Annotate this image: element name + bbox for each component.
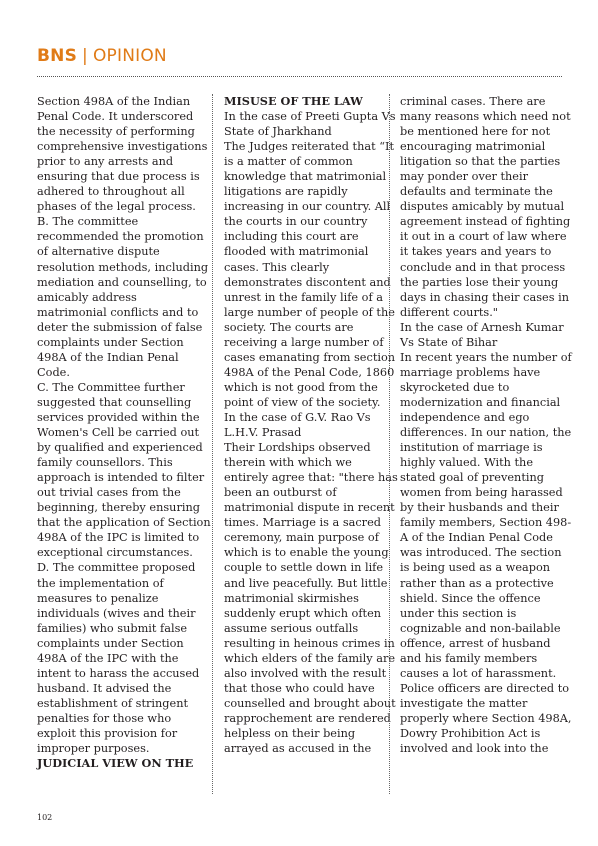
header-brand: BNS: [37, 46, 78, 66]
text-line: individuals (wives and their: [37, 606, 196, 620]
text-line: comprehensive investigations: [37, 140, 208, 154]
text-line: offence, arrest of husband: [400, 636, 551, 650]
text-line: establishment of stringent: [37, 696, 189, 710]
text-line: that the application of Section: [37, 516, 211, 530]
text-line: large number of people of the: [224, 305, 395, 319]
text-line: demonstrates discontent and: [224, 275, 391, 289]
text-line: rapprochement are rendered: [224, 711, 391, 725]
text-line: was introduced. The section: [400, 546, 562, 560]
text-line: therein with which we: [224, 456, 352, 470]
text-line: In the case of Arnesh Kumar: [400, 320, 564, 334]
section-heading: MISUSE OF THE LAW: [224, 94, 363, 108]
text-line: and live peacefully. But little: [224, 576, 388, 590]
text-line: ensuring that due process is: [37, 170, 200, 184]
text-line: be mentioned here for not: [400, 125, 551, 139]
text-line: properly where Section 498A,: [400, 711, 572, 725]
text-column-1: [37, 94, 211, 771]
text-line: is a matter of common: [224, 155, 353, 169]
text-line: measures to penalize: [37, 591, 159, 605]
text-line: of alternative dispute: [37, 245, 160, 259]
header-section: OPINION: [92, 46, 167, 66]
text-line: skyrocketed due to: [400, 380, 510, 394]
text-line: suddenly erupt which often: [224, 606, 382, 620]
text-line: conclude and in that process: [400, 260, 566, 274]
text-line: Penal Code. It underscored: [37, 110, 194, 124]
text-line: that those who could have: [224, 681, 375, 695]
text-line: 498A of the Indian Penal: [37, 350, 179, 364]
text-line: C. The Committee further: [37, 380, 185, 394]
text-line: In the case of G.V. Rao Vs: [224, 410, 371, 424]
text-line: it out in a court of law where: [400, 230, 567, 244]
text-line: the implementation of: [37, 576, 164, 590]
text-column-2: [224, 94, 398, 756]
text-line: State of Jharkhand: [224, 125, 332, 139]
text-line: L.H.V. Prasad: [224, 426, 302, 440]
text-line: times. Marriage is a sacred: [224, 516, 381, 530]
text-line: modernization and financial: [400, 395, 561, 409]
text-line: unrest in the family life of a: [224, 290, 383, 304]
text-line: women from being harassed: [400, 486, 563, 500]
column-divider: [212, 94, 213, 794]
text-line: which elders of the family are: [224, 651, 396, 665]
text-line: investigate the matter: [400, 696, 528, 710]
text-line: Dowry Prohibition Act is: [400, 726, 541, 740]
text-line: cases. This clearly: [224, 260, 330, 274]
text-line: families) who submit false: [37, 621, 188, 635]
text-line: receiving a large number of: [224, 335, 384, 349]
text-line: penalties for those who: [37, 711, 172, 725]
text-line: shield. Since the offence: [400, 591, 541, 605]
text-line: society. The courts are: [224, 320, 354, 334]
text-line: adhered to throughout all: [37, 185, 185, 199]
text-line: complaints under Section: [37, 335, 184, 349]
text-line: matrimonial dispute in recent: [224, 501, 395, 515]
text-line: litigations are rapidly: [224, 185, 348, 199]
text-line: phases of the legal process.: [37, 200, 196, 214]
header-divider: [37, 76, 562, 77]
text-line: rather than as a protective: [400, 576, 554, 590]
text-line: counselled and brought about: [224, 696, 396, 710]
text-line: litigation so that the parties: [400, 155, 561, 169]
column-divider: [389, 94, 390, 794]
text-line: and his family members: [400, 651, 538, 665]
text-line: differences. In our nation, the: [400, 426, 572, 440]
text-line: resolution methods, including: [37, 260, 209, 274]
text-line: marriage problems have: [400, 365, 541, 379]
text-line: mediation and counselling, to: [37, 275, 207, 289]
text-line: complaints under Section: [37, 636, 184, 650]
text-line: it takes years and years to: [400, 245, 552, 259]
text-line: beginning, thereby ensuring: [37, 501, 200, 515]
text-line: by qualified and experienced: [37, 441, 203, 455]
text-line: helpless on their being: [224, 726, 356, 740]
text-line: the necessity of performing: [37, 125, 195, 139]
running-header: [37, 46, 167, 66]
text-line: encouraging matrimonial: [400, 140, 546, 154]
text-line: D. The committee proposed: [37, 561, 196, 575]
text-line: improper purposes.: [37, 742, 150, 756]
text-line: which is not good from the: [224, 380, 378, 394]
section-heading: JUDICIAL VIEW ON THE: [37, 756, 194, 771]
text-line: ceremony, main purpose of: [224, 531, 379, 545]
text-line: prior to any arrests and: [37, 155, 174, 169]
text-line: different courts.": [400, 305, 498, 319]
text-line: including this court are: [224, 230, 359, 244]
text-line: B. The committee: [37, 215, 139, 229]
text-line: independence and ego: [400, 410, 530, 424]
text-line: matrimonial skirmishes: [224, 591, 359, 605]
text-line: exploit this provision for: [37, 726, 178, 740]
text-line: disputes amicably by mutual: [400, 200, 565, 214]
text-line: also involved with the result: [224, 666, 387, 680]
text-line: In recent years the number of: [400, 350, 572, 364]
text-line: resulting in heinous crimes in: [224, 636, 395, 650]
text-line: entirely agree that: "there has: [224, 471, 398, 485]
text-line: under this section is: [400, 606, 517, 620]
text-line: increasing in our country. All: [224, 200, 391, 214]
text-line: knowledge that matrimonial: [224, 170, 387, 184]
text-line: A of the Indian Penal Code: [400, 531, 553, 545]
text-line: 498A of the IPC with the: [37, 651, 179, 665]
text-line: approach is intended to filter: [37, 471, 205, 485]
text-line: causes a lot of harassment.: [400, 666, 557, 680]
text-line: amicably address: [37, 290, 137, 304]
text-line: cases emanating from section: [224, 350, 396, 364]
text-line: exceptional circumstances.: [37, 546, 193, 560]
text-line: is being used as a weapon: [400, 561, 551, 575]
text-line: institution of marriage is: [400, 441, 543, 455]
text-line: suggested that counselling: [37, 395, 192, 409]
text-line: couple to settle down in life: [224, 561, 384, 575]
text-line: Their Lordships observed: [224, 441, 371, 455]
text-line: out trivial cases from the: [37, 486, 181, 500]
text-column-3: [400, 94, 572, 756]
text-line: the parties lose their young: [400, 275, 559, 289]
text-line: point of view of the society.: [224, 395, 381, 409]
page-number: 102: [37, 813, 53, 822]
text-line: may ponder over their: [400, 170, 529, 184]
text-line: intent to harass the accused: [37, 666, 200, 680]
text-line: arrayed as accused in the: [224, 742, 372, 756]
text-line: Vs State of Bihar: [400, 335, 498, 349]
text-line: services provided within the: [37, 410, 200, 424]
header-separator: |: [82, 46, 88, 66]
text-line: recommended the promotion: [37, 230, 204, 244]
text-line: deter the submission of false: [37, 320, 203, 334]
text-line: Women's Cell be carried out: [37, 426, 200, 440]
text-line: assume serious outfalls: [224, 621, 359, 635]
text-line: Section 498A of the Indian: [37, 95, 191, 108]
text-line: criminal cases. There are: [400, 95, 546, 108]
text-line: defaults and terminate the: [400, 185, 553, 199]
text-line: many reasons which need not: [400, 110, 571, 124]
text-line: matrimonial conflicts and to: [37, 305, 199, 319]
text-line: flooded with matrimonial: [224, 245, 369, 259]
text-line: family counsellors. This: [37, 456, 173, 470]
text-line: cognizable and non-bailable: [400, 621, 561, 635]
text-line: 498A of the IPC is limited to: [37, 531, 200, 545]
text-line: family members, Section 498-: [400, 516, 572, 530]
text-line: husband. It advised the: [37, 681, 172, 695]
text-line: In the case of Preeti Gupta Vs: [224, 110, 396, 124]
text-line: by their husbands and their: [400, 501, 559, 515]
text-line: Police officers are directed to: [400, 681, 570, 695]
text-line: The Judges reiterated that “It: [224, 140, 394, 154]
text-line: involved and look into the: [400, 742, 549, 756]
text-line: been an outburst of: [224, 486, 337, 500]
text-line: agreement instead of fighting: [400, 215, 571, 229]
text-line: 498A of the Penal Code, 1860: [224, 365, 395, 379]
text-line: which is to enable the young: [224, 546, 389, 560]
text-line: Code.: [37, 365, 70, 379]
text-line: stated goal of preventing: [400, 471, 544, 485]
text-line: highly valued. With the: [400, 456, 534, 470]
text-line: the courts in our country: [224, 215, 368, 229]
text-line: days in chasing their cases in: [400, 290, 569, 304]
